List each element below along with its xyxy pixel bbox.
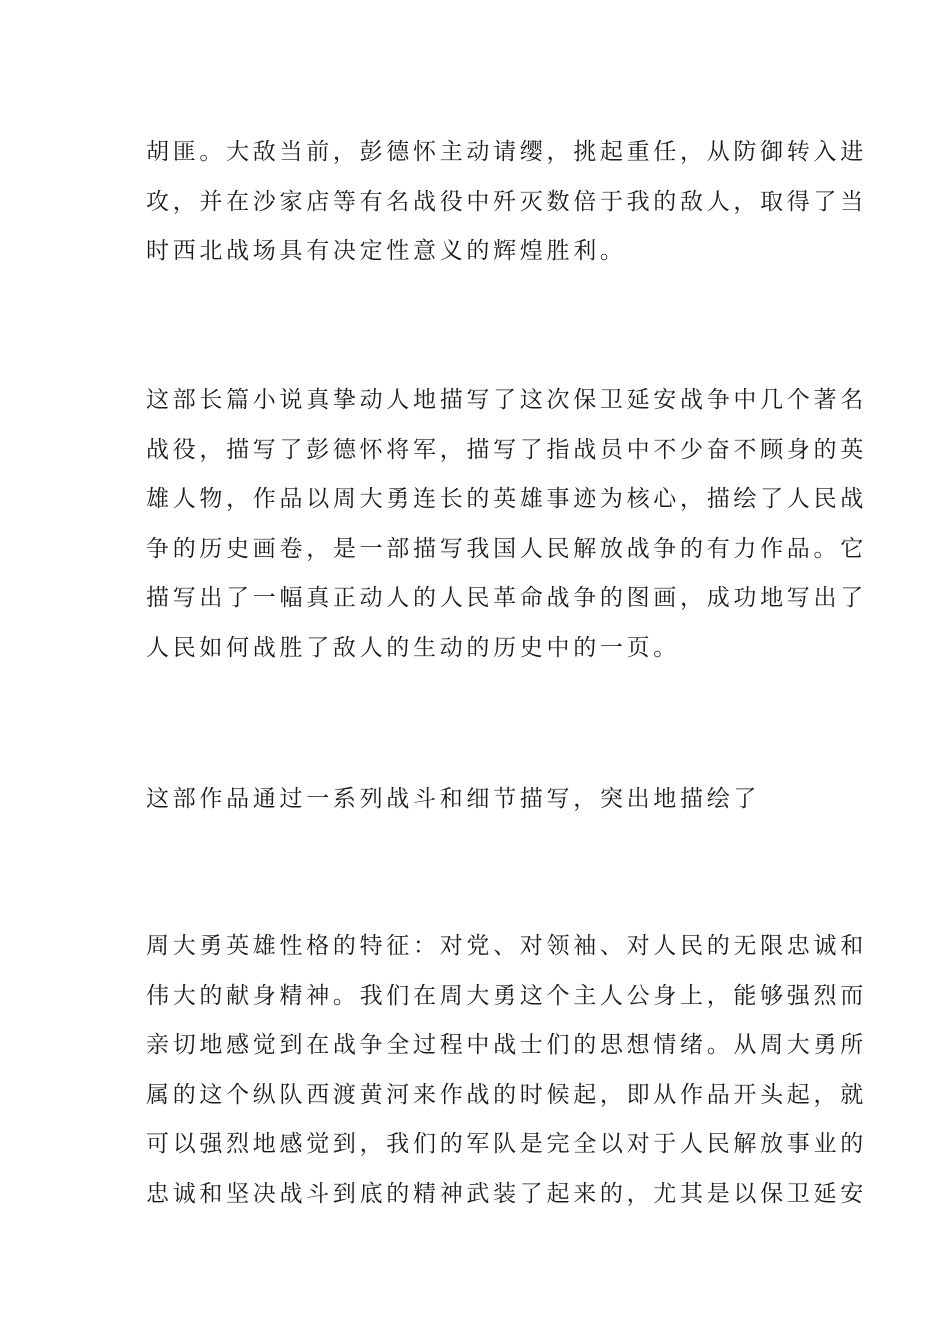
paragraph-line: 忠诚和坚决战斗到底的精神武装了起来的，尤其是以保卫延安 [146, 1180, 867, 1207]
paragraph-4 [146, 922, 867, 1220]
paragraph-line: 伟大的献身精神。我们在周大勇这个主人公身上，能够强烈而 [146, 982, 867, 1009]
paragraph-line: 争的历史画卷，是一部描写我国人民解放战争的有力作品。它 [146, 535, 867, 562]
paragraph-3 [146, 775, 806, 825]
paragraph-line: 描写出了一幅真正动人的人民革命战争的图画，成功地写出了 [146, 585, 867, 612]
paragraph-line: 亲切地感觉到在战争全过程中战士们的思想情绪。从周大勇所 [146, 1032, 867, 1059]
paragraph-line: 这部长篇小说真挚动人地描写了这次保卫延安战争中几个著名 [146, 387, 867, 413]
paragraph-line: 时西北战场具有决定性意义的辉煌胜利。 [146, 238, 627, 265]
paragraph-line: 胡匪。大敌当前，彭德怀主动请缨，挑起重任，从防御转入进 [146, 139, 867, 165]
paragraph-line: 攻，并在沙家店等有名战役中歼灭数倍于我的敌人，取得了当 [146, 188, 867, 215]
paragraph-line: 人民如何战胜了敌人的生动的历史中的一页。 [146, 634, 680, 661]
paragraph-line: 属的这个纵队西渡黄河来作战的时候起，即从作品开头起，就 [146, 1081, 867, 1108]
paragraph-1 [146, 128, 867, 277]
paragraph-2 [146, 376, 867, 674]
paragraph-line: 周大勇英雄性格的特征：对党、对领袖、对人民的无限忠诚和 [146, 933, 867, 959]
paragraph-line: 可以强烈地感觉到，我们的军队是完全以对于人民解放事业的 [146, 1131, 867, 1158]
paragraph-line: 雄人物，作品以周大勇连长的英雄事迹为核心，描绘了人民战 [146, 486, 867, 513]
paragraph-line: 这部作品通过一系列战斗和细节描写，突出地描绘了 [146, 786, 761, 812]
paragraph-line: 战役，描写了彭德怀将军，描写了指战员中不少奋不顾身的英 [146, 436, 867, 463]
